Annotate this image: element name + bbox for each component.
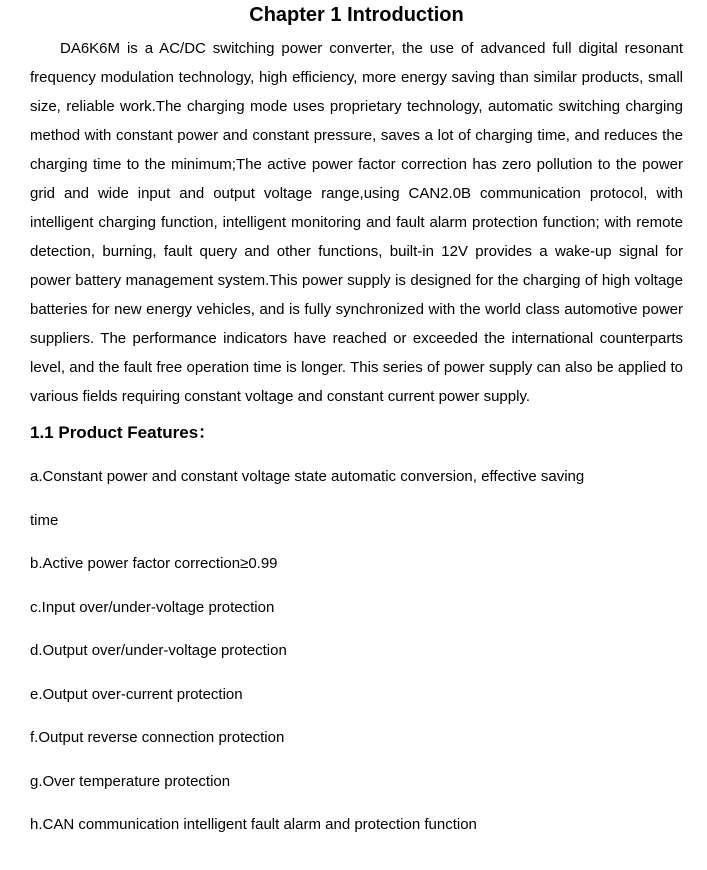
feature-item: g.Over temperature protection (30, 772, 231, 790)
feature-item: c.Input over/under-voltage protection (30, 598, 275, 616)
feature-item: f.Output reverse connection protection (30, 729, 285, 746)
features-list (30, 455, 683, 847)
feature-item: a.Constant power and constant voltage state automatic conversion, effective saving (30, 468, 585, 485)
feature-item: e.Output over-current protection (30, 685, 243, 703)
feature-item: h.CAN communication intelligent fault alarm and protection function (30, 816, 477, 833)
feature-item: d.Output over/under-voltage protection (30, 642, 287, 659)
features-heading: 1.1 Product Features： (30, 423, 216, 442)
intro-paragraph: DA6K6M is a AC/DC switching power converter, the use of advanced full digital resonant frequency modulation technology, high efficiency, more energy saving than similar products, small size, reliable work.The charging mode uses proprietary technology, automatic switching charging method with constant power and constant pressure, saves a lot of charging time, and reduces the charging time to the minimum;The active power factor correction has zero pollution to the power grid and wide input and output voltage range,using CAN2.0B communication protocol, with intelligent charging function, intelligent monitoring and fault alarm protection function; with remote detection, burning, fault query and other functions, built-in 12V provides a wake-up signal for power battery management system.This power supply is designed for the charging of high voltage batteries for new energy vehicles, and is fully synchronized with the world class automotive power suppliers. The performance indicators have reached or exceeded the international counterparts level, and the fault free operation time is longer. This series of power supply can also be applied to various fields requiring constant voltage and constant current power supply. (30, 40, 683, 405)
feature-item: time (30, 511, 59, 529)
feature-item: b.Active power factor correction≥0.99 (30, 555, 278, 572)
chapter-title: Chapter 1 Introduction (249, 4, 464, 26)
document-page (30, 0, 683, 847)
